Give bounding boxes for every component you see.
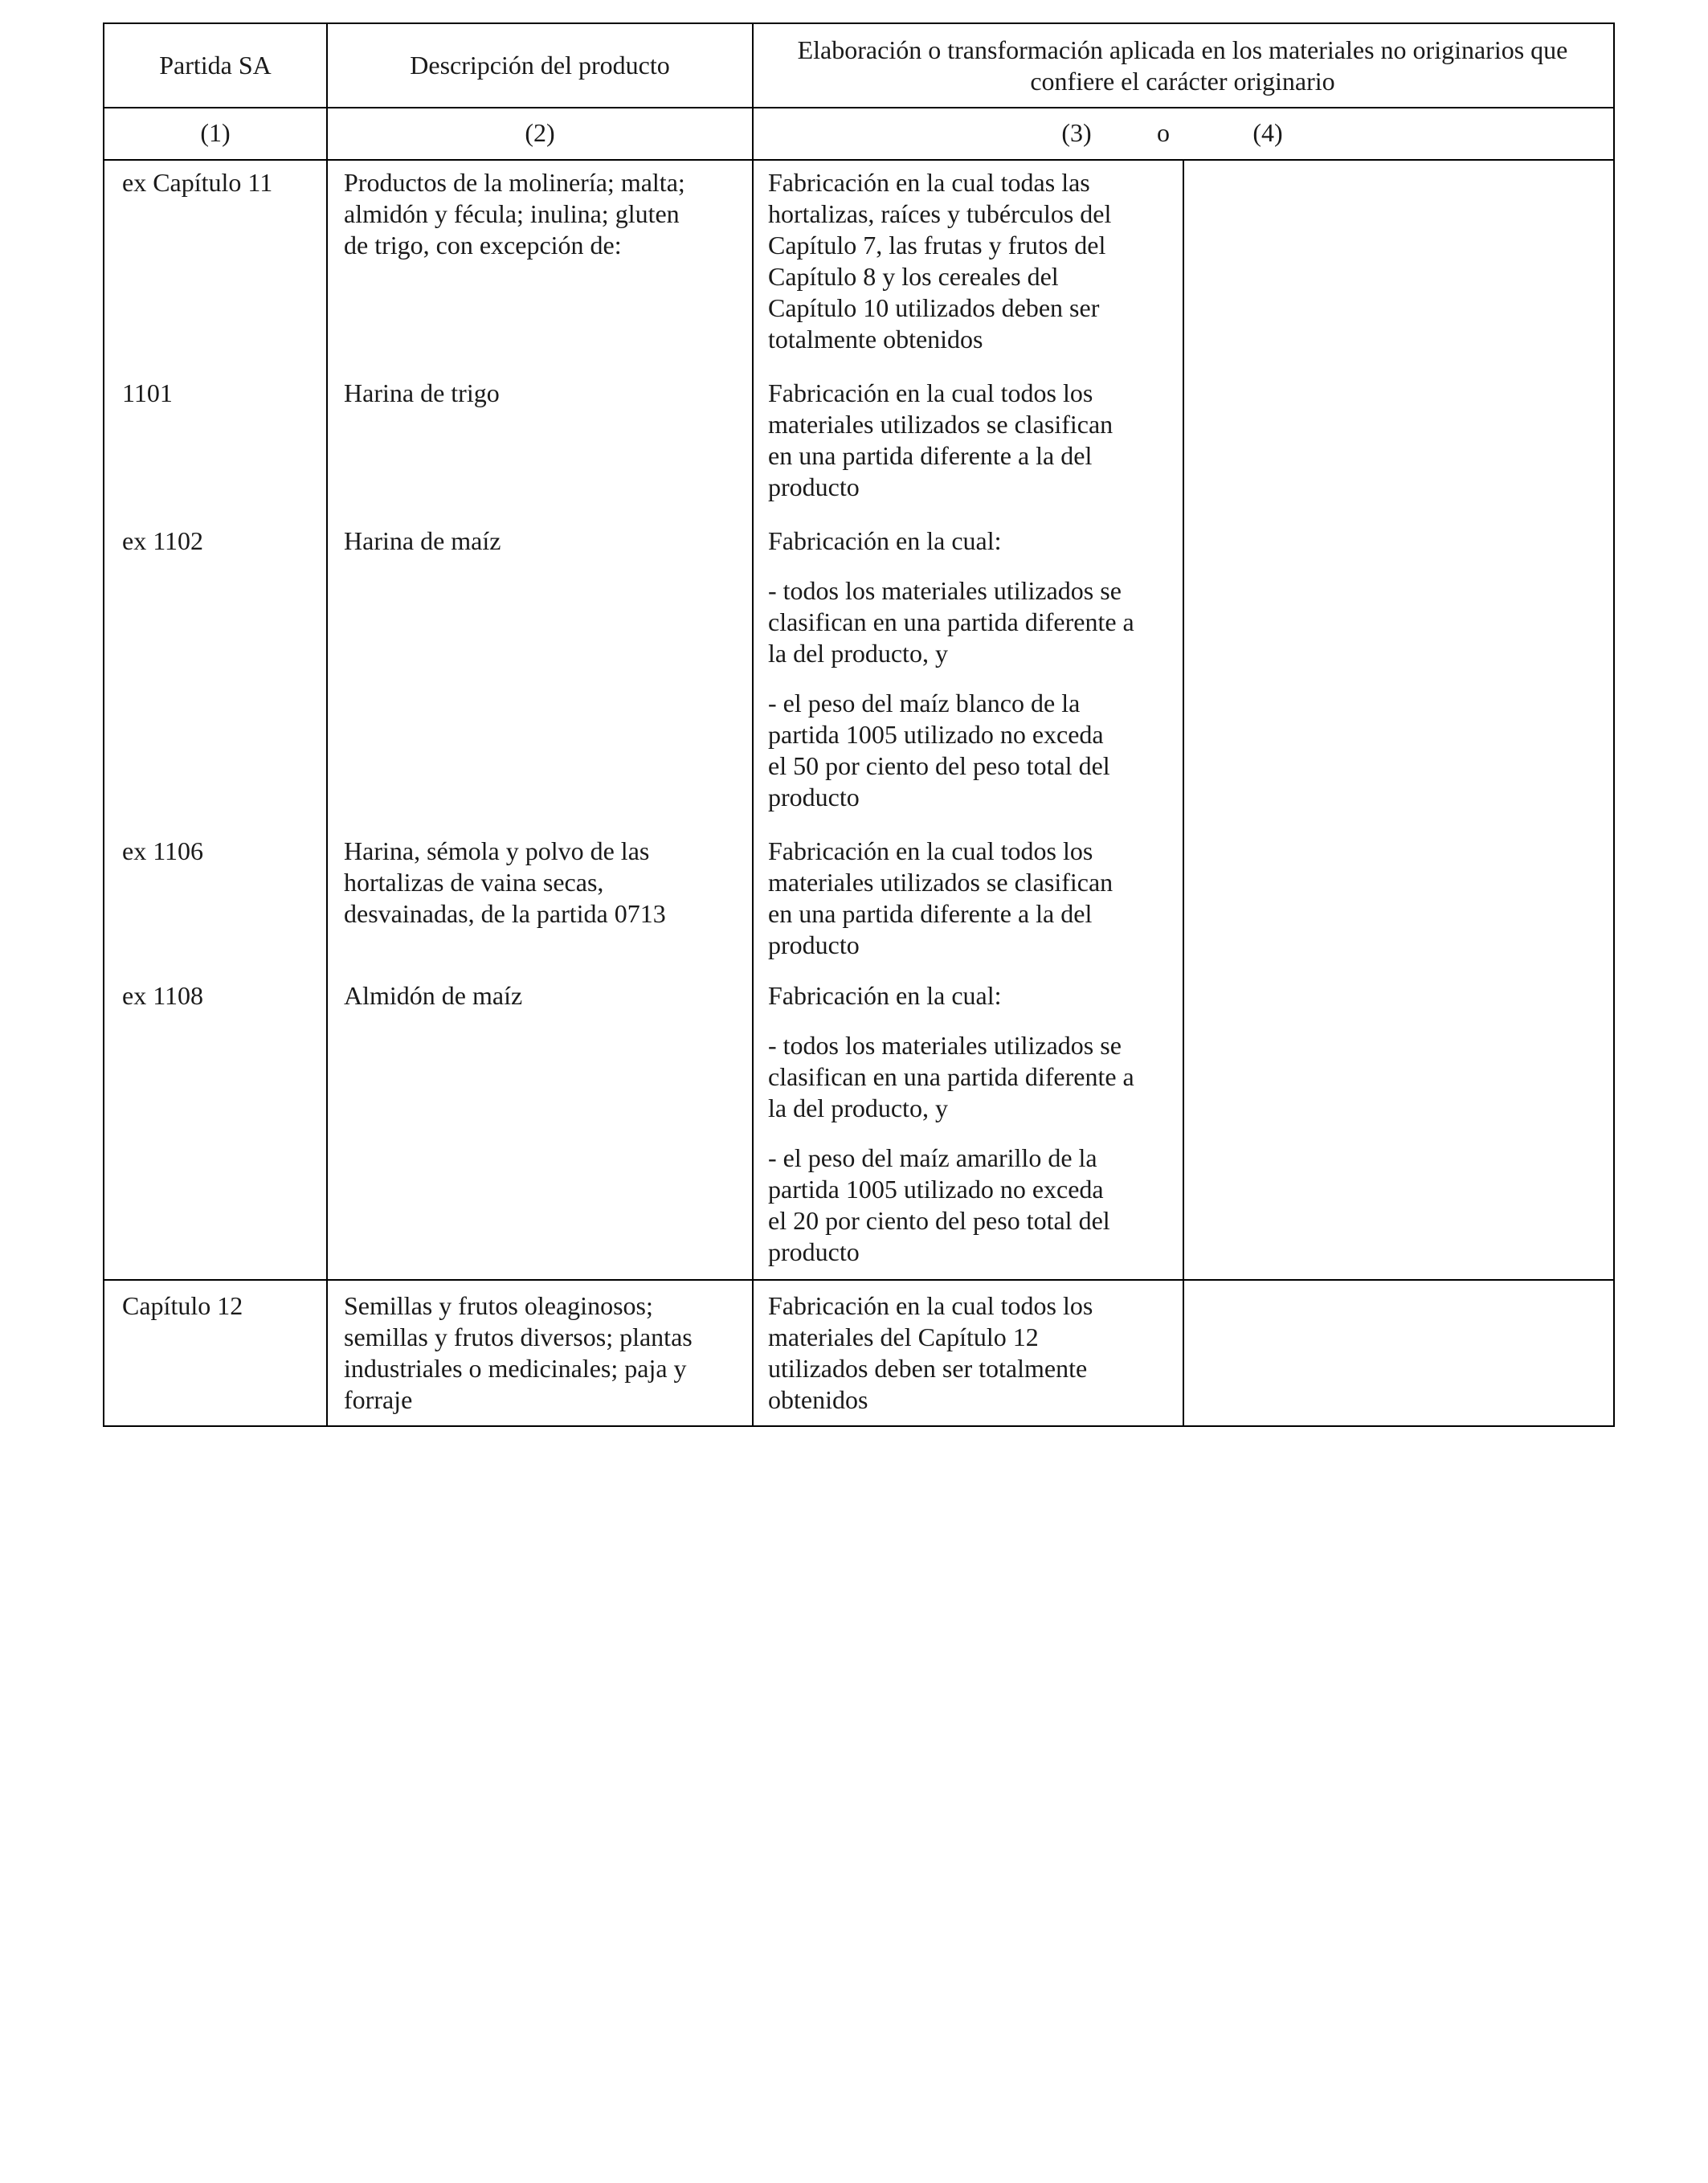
row-1-rule: Fabricación en la cual todas las hortalizas, raíces y tubérculos del Capítulo 7, las frutas y frutos del Capítulo 8 y los cereales del Capítulo 10 utilizados deben ser totalmente obtenidos — [768, 168, 1112, 354]
row-5-rule-condition-a: - todos los materiales utilizados se clasifican en una partida diferente a la del producto, y — [768, 1031, 1134, 1122]
row-4-rule: Fabricación en la cual todos los materiales utilizados se clasifican en una partida diferente a la del producto — [768, 836, 1113, 959]
rules-of-origin-table — [103, 22, 1615, 1427]
row-3-rule-condition-b: - el peso del maíz blanco de la partida 1005 utilizado no exceda el 50 por ciento del peso total del producto — [768, 689, 1110, 811]
header-hs-heading: Partida SA — [159, 51, 272, 80]
header-working-processing: Elaboración o transformación aplicada en los materiales no originarios que confiere el carácter originario — [797, 35, 1568, 96]
row-2-code: 1101 — [122, 378, 173, 407]
column-number-2: (2) — [525, 118, 555, 147]
column-or-separator: o — [1157, 118, 1170, 147]
column-divider-1 — [326, 24, 328, 1425]
row-3-rule-condition-a: - todos los materiales utilizados se clasifican en una partida diferente a la del producto, y — [768, 576, 1134, 668]
header-product-description: Descripción del producto — [410, 51, 670, 80]
column-number-3: (3) — [1061, 118, 1092, 147]
row-5-code: ex 1108 — [122, 981, 204, 1010]
numbering-bottom-rule — [104, 159, 1613, 161]
row-5-description: Almidón de maíz — [344, 981, 523, 1010]
row-1-code: ex Capítulo 11 — [122, 168, 273, 197]
row-5-rule-intro: Fabricación en la cual: — [768, 981, 1002, 1010]
row-3-rule-intro: Fabricación en la cual: — [768, 526, 1002, 555]
column-divider-2 — [752, 24, 754, 1425]
chapter-11-bottom-rule — [104, 1279, 1613, 1281]
row-2-rule: Fabricación en la cual todos los materiales utilizados se clasifican en una partida diferente a la del producto — [768, 378, 1113, 501]
row-6-description: Semillas y frutos oleaginosos; semillas y frutos diversos; plantas industriales o medicinales; paja y forraje — [344, 1291, 693, 1414]
row-3-code: ex 1102 — [122, 526, 204, 555]
row-4-code: ex 1106 — [122, 836, 204, 865]
header-bottom-rule — [104, 107, 1613, 108]
row-3-description: Harina de maíz — [344, 526, 501, 555]
row-1-description: Productos de la molinería; malta; almidón y fécula; inulina; gluten de trigo, con excepción de: — [344, 168, 685, 260]
row-4-description: Harina, sémola y polvo de las hortalizas de vaina secas, desvainadas, de la partida 0713 — [344, 836, 666, 928]
row-6-rule: Fabricación en la cual todos los materiales del Capítulo 12 utilizados deben ser totalmente obtenidos — [768, 1291, 1093, 1414]
column-number-1: (1) — [200, 118, 231, 147]
column-number-4: (4) — [1252, 118, 1283, 147]
row-6-code: Capítulo 12 — [122, 1291, 243, 1320]
row-5-rule-condition-b: - el peso del maíz amarillo de la partida 1005 utilizado no exceda el 20 por ciento del peso total del producto — [768, 1143, 1110, 1266]
row-2-description: Harina de trigo — [344, 378, 500, 407]
